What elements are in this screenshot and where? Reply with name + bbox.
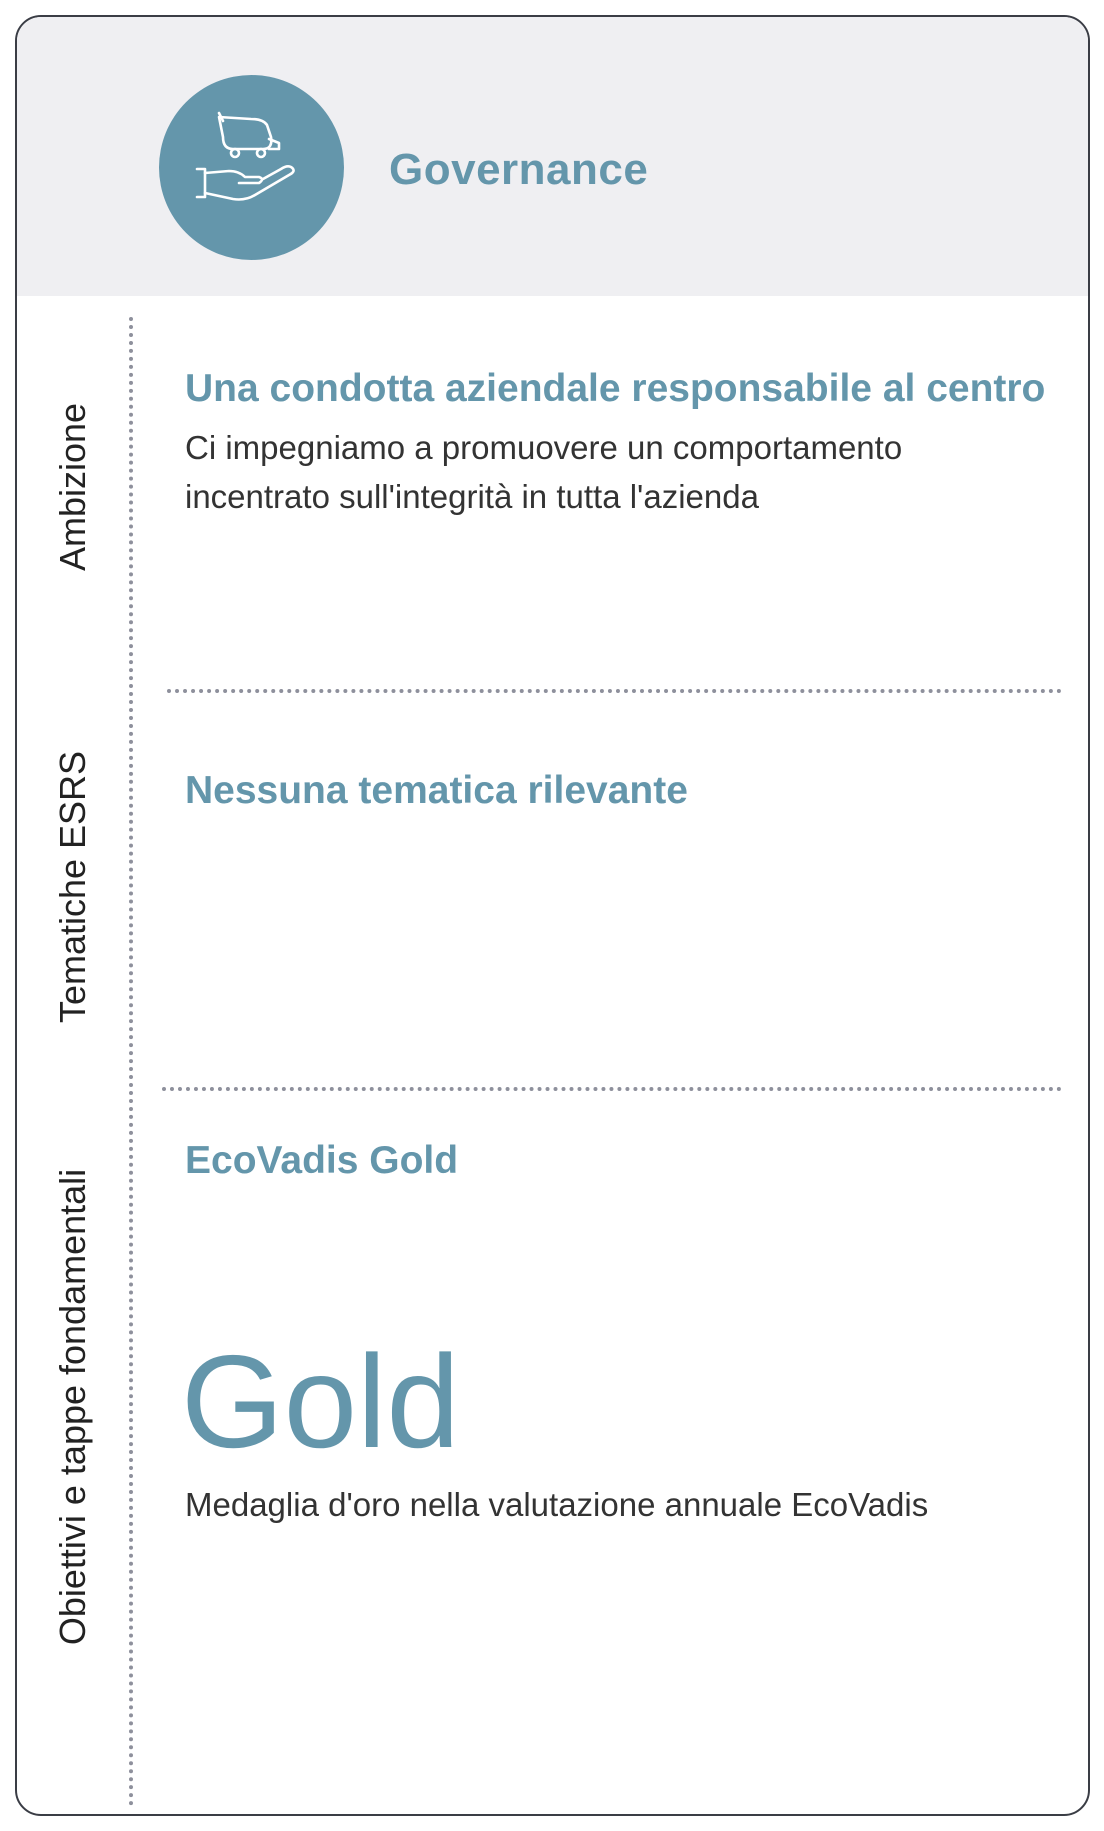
goal-highlight-value: Gold: [181, 1328, 460, 1475]
ambition-description: Ci impegniamo a promuovere un comportamento incentrato sull'integrità in tutta l'azienda: [185, 429, 903, 515]
governance-card: [15, 15, 1090, 1816]
row-label-obiettivi: Obiettivi e tappe fondamentali: [52, 1168, 93, 1646]
cleaning-machine-on-hand-icon: [193, 109, 311, 227]
row-label-ambizione: Ambizione: [52, 402, 93, 572]
section-divider: [162, 1087, 1062, 1091]
ambition-title: Una condotta aziendale responsabile al centro: [185, 367, 1046, 410]
governance-icon-badge: [159, 75, 344, 260]
vertical-divider: [129, 317, 133, 1807]
row-label-tematiche-esrs: Tematiche ESRS: [52, 750, 93, 1024]
section-divider: [167, 689, 1062, 693]
card-header: [17, 17, 1088, 296]
page-title: Governance: [389, 145, 649, 194]
goal-description: Medaglia d'oro nella valutazione annuale EcoVadis: [185, 1486, 929, 1523]
goal-title: EcoVadis Gold: [185, 1139, 459, 1182]
esrs-topics-title: Nessuna tematica rilevante: [185, 769, 688, 812]
